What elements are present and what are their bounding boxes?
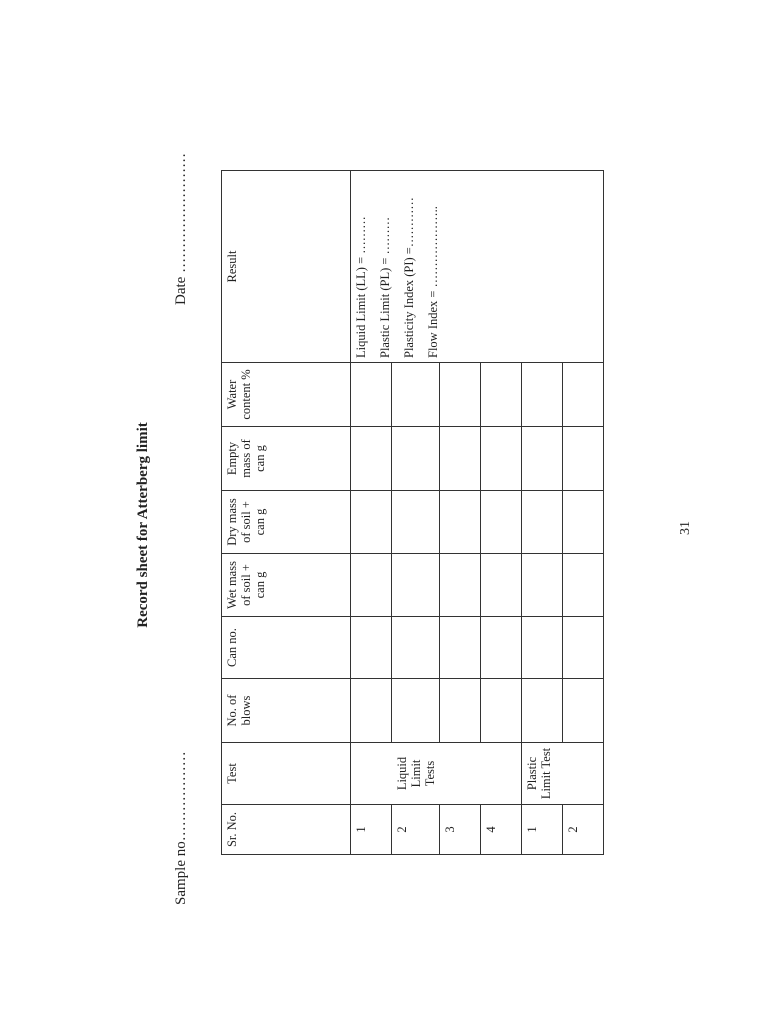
flow-index-result: Flow Index = ……………….. (426, 206, 440, 358)
test-cell (481, 743, 522, 805)
header-result: Result (222, 171, 351, 363)
sr-cell: 1 (351, 805, 392, 855)
record-sheet (135, 145, 580, 905)
page-title: Record sheet for Atterberg limit (135, 422, 151, 628)
header-row (222, 171, 351, 855)
plastic-limit-result: Plastic Limit (PL) = ……… (378, 216, 392, 358)
test-cell (440, 743, 481, 805)
header-water-content: Water content % (222, 363, 351, 427)
sr-cell: 1 (522, 805, 563, 855)
page-number: 31 (678, 521, 693, 535)
table-row (351, 171, 392, 855)
liquid-limit-result: Liquid Limit (LL) = ……… (354, 216, 368, 358)
test-cell (563, 743, 604, 805)
date-field: Date …………………… (173, 152, 189, 305)
test-cell (351, 743, 392, 805)
header-empty-mass: Empty mass of can g (222, 427, 351, 491)
sr-cell: 2 (563, 805, 604, 855)
test-cell: Liquid Limit Tests (392, 743, 440, 805)
atterberg-table (221, 170, 604, 855)
header-sr-no: Sr. No. (222, 805, 351, 855)
result-cell (351, 171, 604, 363)
sr-cell: 3 (440, 805, 481, 855)
header-blows: No. of blows (222, 679, 351, 743)
sr-cell: 4 (481, 805, 522, 855)
header-test: Test (222, 743, 351, 805)
header-can-no: Can no. (222, 617, 351, 679)
sr-cell: 2 (392, 805, 440, 855)
plasticity-index-result: Plasticity Index (PI) =………… (402, 197, 416, 358)
header-dry-mass: Dry mass of soil + can g (222, 491, 351, 554)
sample-number-field: Sample no……………… (173, 751, 189, 905)
test-cell: Plastic Limit Test (522, 743, 563, 805)
header-wet-mass: Wet mass of soil + can g (222, 554, 351, 617)
